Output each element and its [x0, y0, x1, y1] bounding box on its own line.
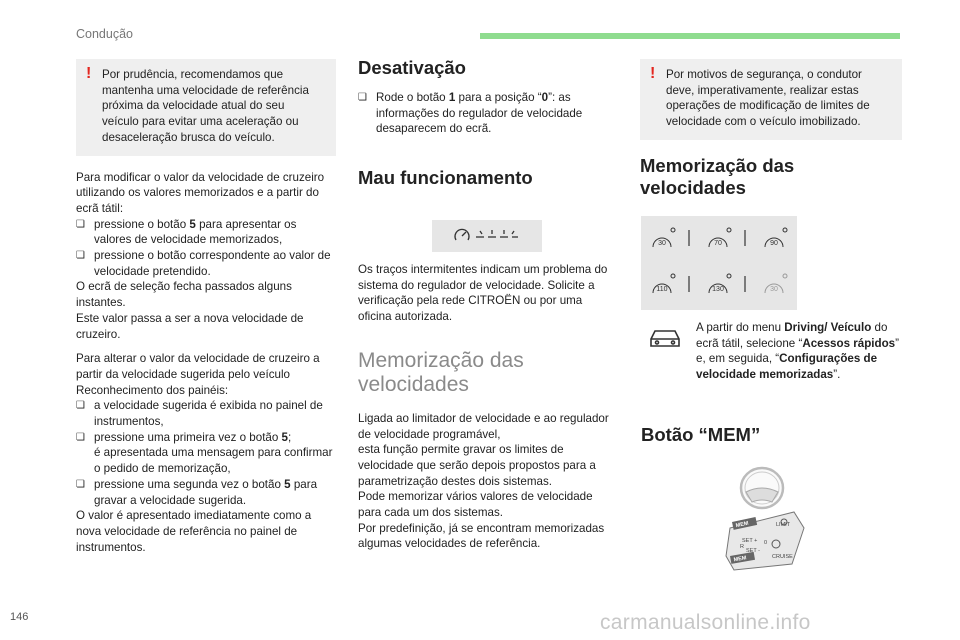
paragraph: Para modificar o valor da velocidade de cruzeiro utilizando os valores memorizados e a partir do ecrã tátil: — [76, 170, 325, 215]
paragraph: Este valor passa a ser a nova velocidade de cruzeiro. — [76, 311, 304, 341]
speed-dashes-icon — [432, 220, 542, 252]
svg-text:30: 30 — [770, 286, 778, 293]
speed-gauge-icon — [709, 228, 731, 247]
stalk-illustration — [700, 462, 840, 580]
bullet-item: ❏ pressione uma primeira vez o botão 5; é apresentada uma mensagem para confirmar o pedido de memorização, — [76, 430, 333, 476]
svg-text:LIMIT: LIMIT — [776, 522, 791, 528]
svg-text:MEM: MEM — [735, 520, 750, 530]
speed-gauge-icon — [653, 274, 675, 293]
column-2 — [358, 57, 610, 189]
malfunction-panel — [432, 220, 542, 252]
warning-box — [640, 59, 902, 140]
paragraph: Pode memorizar vários valores de velocidade para cada um dos sistemas. — [358, 490, 593, 520]
menu-instruction: A partir do menu Driving/ Veículo do ecrã tátil, selecione “Acessos rápidos” e, em seguida, “Configurações de velocidade memorizadas”. — [696, 321, 899, 382]
paragraph: O valor é apresentado imediatamente como a nova velocidade de referência no painel de instrumentos. — [76, 509, 312, 554]
heading-memorization-light: Memorização das velocidades — [358, 348, 524, 396]
svg-text:CRUISE: CRUISE — [772, 554, 793, 560]
warning-text: Por motivos de segurança, o condutor deve, imperativamente, realizar estas operações de modificação de limites de velocidade com o veículo imobilizado. — [666, 68, 870, 129]
warning-icon: ! — [86, 65, 92, 82]
checkbox-bullet-icon: ❏ — [76, 478, 85, 490]
svg-text:0: 0 — [764, 540, 768, 546]
warning-icon: ! — [650, 65, 656, 82]
paragraph: O ecrã de seleção fecha passados alguns instantes. — [76, 280, 292, 310]
column-1 — [76, 59, 336, 555]
checkbox-bullet-icon: ❏ — [76, 431, 85, 443]
paragraph: esta função permite gravar os limites de velocidade que serão depois propostos para a parametrização destes dois sistemas. — [358, 443, 596, 488]
column-2-lower — [358, 262, 612, 552]
bullet-item: ❏ Rode o botão 1 para a posição “0”: as informações do regulador de velocidade desaparecem do ecrã. — [358, 91, 583, 136]
warning-text: Por prudência, recomendamos que mantenha uma velocidade de referência próxima da velocidade atual do seu veículo para evitar uma aceleração ou desaceleração brusca do veículo. — [102, 68, 309, 144]
svg-text:90: 90 — [770, 240, 778, 247]
svg-text:30: 30 — [658, 240, 666, 247]
steering-wheel-icon — [741, 468, 783, 508]
speed-memory-grid — [641, 216, 797, 310]
heading-malfunction: Mau funcionamento — [358, 167, 533, 189]
svg-text:R: R — [740, 544, 744, 550]
speed-gauge-icon — [653, 228, 675, 247]
speed-gauge-icon — [709, 274, 731, 293]
section-bar — [480, 33, 900, 39]
bullet-item: ❏ a velocidade sugerida é exibida no painel de instrumentos, — [76, 399, 323, 429]
page-number: 146 — [10, 611, 29, 623]
watermark: carmanualsonline.info — [600, 611, 811, 634]
paragraph: Os traços intermitentes indicam um problema do sistema do regulador de velocidade. Solicite a verificação pela rede CITROËN ou por uma oficina autorizada. — [358, 263, 608, 324]
svg-text:70: 70 — [714, 240, 722, 247]
column-3 — [640, 59, 902, 199]
speed-memory-panel — [641, 216, 797, 310]
paragraph: Para alterar o valor da velocidade de cruzeiro a partir da velocidade sugerida pelo veículo Reconhecimento dos painéis: — [76, 352, 320, 397]
speed-gauge-icon — [765, 274, 787, 293]
bullet-item: ❏ pressione o botão correspondente ao valor de velocidade pretendido. — [76, 249, 331, 278]
heading-mem-button: Botão “MEM” — [641, 424, 761, 445]
bullet-item: ❏ pressione uma segunda vez o botão 5 para gravar a velocidade sugerida. — [76, 477, 318, 507]
checkbox-bullet-icon: ❏ — [76, 400, 85, 412]
bullet-item: ❏ pressione o botão 5 para apresentar os valores de velocidade memorizados, — [76, 217, 297, 247]
section-label: Condução — [76, 27, 133, 41]
checkbox-bullet-icon: ❏ — [358, 92, 367, 103]
paragraph: Ligada ao limitador de velocidade e ao regulador de velocidade programável, — [358, 411, 609, 441]
warning-box — [76, 59, 336, 156]
svg-text:110: 110 — [656, 286, 668, 293]
checkbox-bullet-icon: ❏ — [76, 250, 85, 262]
checkbox-bullet-icon: ❏ — [76, 218, 85, 230]
paragraph: Por predefinição, já se encontram memorizadas algumas velocidades de referência. — [358, 521, 605, 551]
svg-text:SET +: SET + — [742, 538, 758, 544]
car-menu-icon — [647, 327, 683, 349]
cruise-control-stalk — [726, 512, 804, 570]
heading-deactivation: Desativação — [358, 57, 466, 78]
heading-memorization: Memorização das velocidades — [640, 154, 795, 198]
svg-text:MEM: MEM — [733, 555, 747, 564]
speed-gauge-icon — [765, 228, 787, 247]
svg-text:SET -: SET - — [746, 548, 760, 554]
svg-text:130: 130 — [712, 286, 724, 293]
